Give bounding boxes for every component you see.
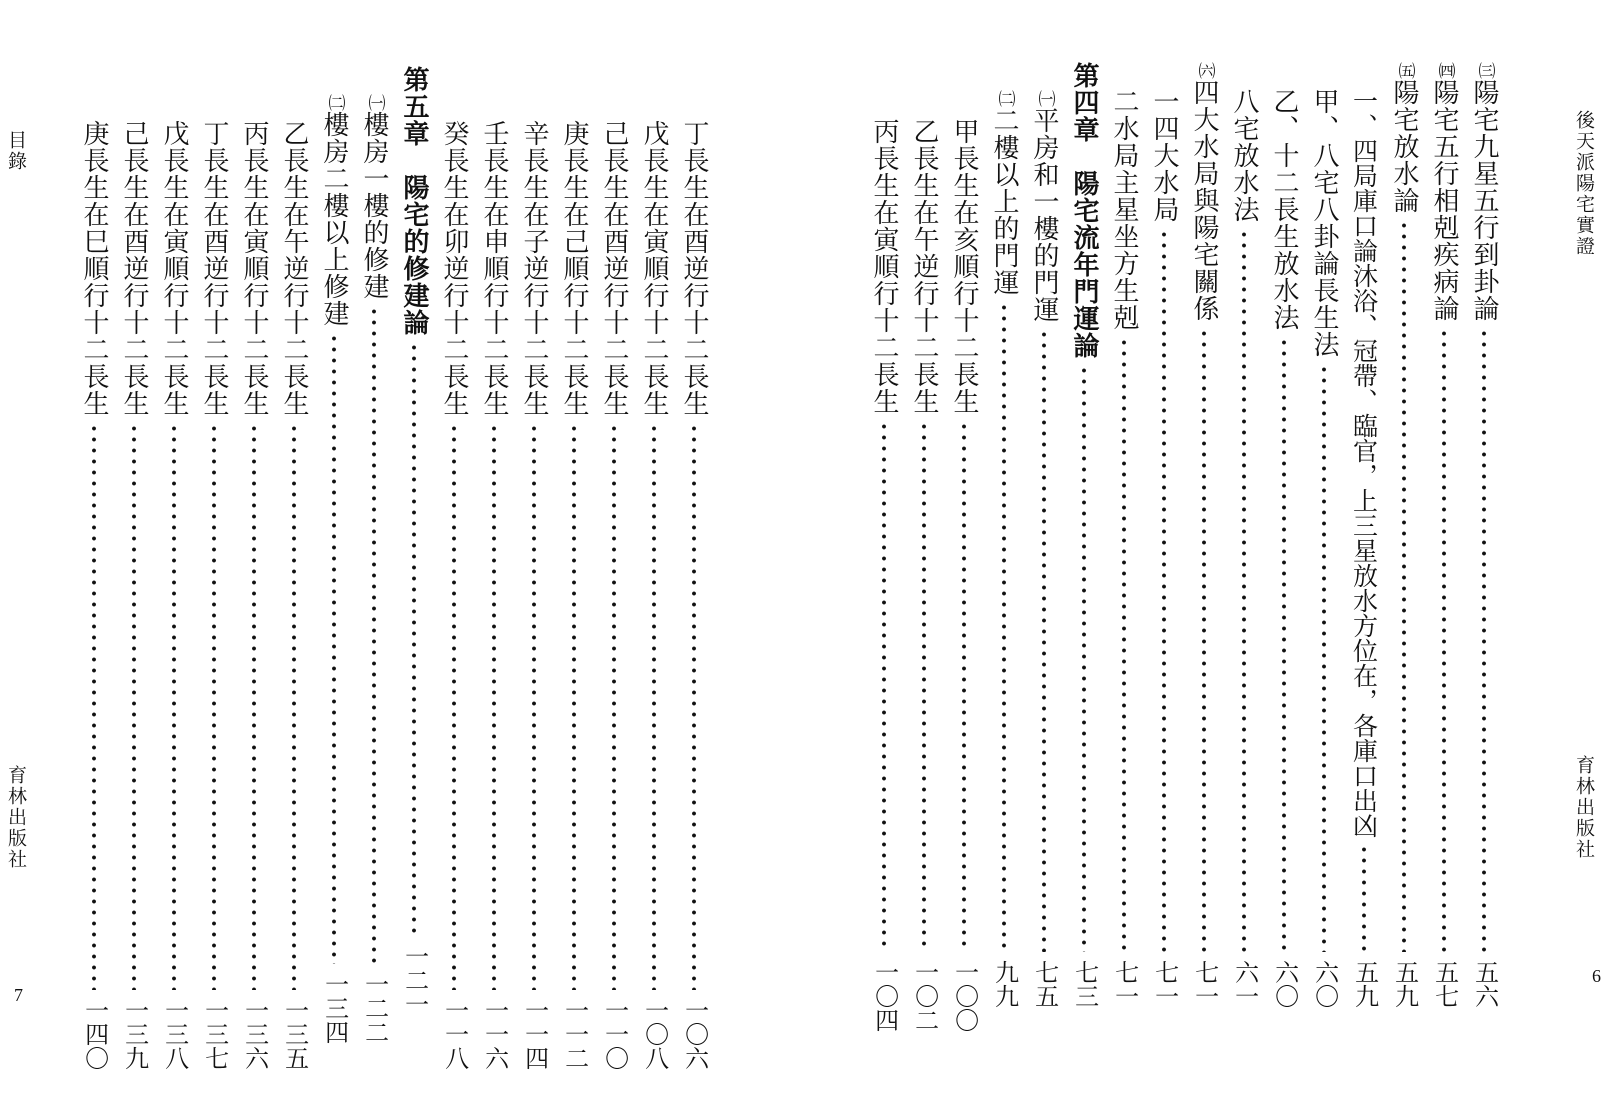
dot-leader	[1321, 364, 1327, 952]
toc-entry-title: 二樓以上的門運	[989, 107, 1019, 296]
toc-entry	[116, 120, 152, 1080]
toc-entry	[1346, 88, 1382, 1042]
right-page-number: 6	[1592, 966, 1601, 986]
dot-leader	[1281, 337, 1287, 952]
toc-entry-page: 一二二	[360, 972, 389, 1044]
toc-entry	[596, 120, 632, 1080]
toc-entry	[436, 120, 472, 1080]
toc-entry-marker: ㈢	[1474, 62, 1495, 79]
toc-entry-marker: ㈡	[324, 94, 345, 111]
toc-entry	[1306, 88, 1342, 1042]
dot-leader	[371, 306, 377, 964]
toc-entry-title: 平房和一樓的門運	[1029, 107, 1059, 323]
toc-entry	[1266, 88, 1302, 1042]
dot-leader	[411, 342, 417, 936]
dot-leader	[1161, 229, 1167, 952]
toc-entry-page: 六一	[1230, 960, 1259, 1008]
right-running-header: 後天派陽宅實證	[1573, 110, 1595, 257]
toc-entry-title: 陽宅九星五行到卦論	[1469, 79, 1499, 322]
dot-leader	[1201, 328, 1207, 952]
dot-leader	[1121, 337, 1127, 952]
toc-entry-title: 癸長生在卯逆行十二長生	[439, 120, 469, 417]
toc-entry-page: 九九	[990, 960, 1019, 1008]
toc-entry-marker: ㈣	[1434, 62, 1455, 79]
dot-leader	[1041, 329, 1047, 952]
toc-entry-marker: ㈡	[994, 90, 1015, 107]
toc-entry-page: 一三五	[280, 998, 309, 1070]
toc-entry-page: 七一	[1110, 960, 1139, 1008]
toc-entry-title: 辛長生在子逆行十二長生	[519, 120, 549, 417]
toc-entry-title: 甲、八宅八卦論長生法	[1309, 88, 1339, 358]
toc-entry-marker: ㈥	[1194, 62, 1215, 79]
dot-leader	[1481, 328, 1487, 952]
toc-entry	[156, 120, 192, 1080]
toc-entry-page: 一一〇	[600, 998, 629, 1070]
toc-entry	[1146, 88, 1182, 1042]
toc-entry-title: 陽宅放水論	[1389, 79, 1419, 214]
toc-entry-page: 七五	[1030, 960, 1059, 1008]
toc-entry	[946, 118, 982, 1042]
toc-entry-title: 四大水局與陽宅關係	[1189, 79, 1219, 322]
toc-entry-page: 一三九	[120, 998, 149, 1070]
toc-entry-title: 陽宅五行相剋疾病論	[1429, 79, 1459, 322]
toc-entry-page: 七一	[1150, 960, 1179, 1008]
toc-entry-marker: ㈠	[1034, 90, 1055, 107]
toc-entry	[476, 120, 512, 1080]
dot-leader	[211, 423, 217, 990]
toc-entry-page: 一三四	[320, 972, 349, 1044]
left-running-header: 目錄	[5, 130, 27, 172]
toc-entry-title: 乙、十二長生放水法	[1269, 88, 1299, 331]
dot-leader	[251, 423, 257, 990]
toc-entry	[276, 120, 312, 1080]
toc-entry	[676, 120, 712, 1080]
toc-entry-title: 樓房一樓的修建	[359, 111, 389, 300]
toc-entry-page: 五七	[1430, 960, 1459, 1008]
toc-entry-page: 七一	[1190, 960, 1219, 1008]
dot-leader	[531, 423, 537, 990]
toc-entry-page: 一一六	[480, 998, 509, 1070]
dot-leader	[1081, 365, 1087, 952]
toc-entry-page: 一一八	[440, 998, 469, 1070]
toc-entry-page: 五六	[1470, 960, 1499, 1008]
toc-entry-page: 五九	[1390, 960, 1419, 1008]
toc-entry-title: 甲長生在亥順行十二長生	[949, 118, 979, 415]
dot-leader	[171, 423, 177, 990]
dot-leader	[331, 333, 337, 964]
toc-chapter-heading	[396, 66, 432, 1026]
toc-entry-title: 一四大水局	[1149, 88, 1179, 223]
dot-leader	[291, 423, 297, 990]
toc-entry-page: 一三八	[160, 998, 189, 1070]
dot-leader	[611, 423, 617, 990]
toc-entry	[516, 120, 552, 1080]
toc-entry-title: 庚長生在己順行十二長生	[559, 120, 589, 417]
toc-entry-title: 乙長生在午逆行十二長生	[279, 120, 309, 417]
toc-entry-page: 一〇八	[640, 998, 669, 1070]
toc-entry-page: 一〇二	[910, 960, 939, 1032]
toc-entry-page: 一〇四	[870, 960, 899, 1032]
toc-entry	[1186, 62, 1222, 1042]
toc-entry	[636, 120, 672, 1080]
dot-leader	[1241, 229, 1247, 952]
dot-leader	[451, 423, 457, 990]
toc-entry-title: 樓房二樓以上修建	[319, 111, 349, 327]
toc-entry	[356, 94, 392, 1054]
left-publisher-footer: 育林出版社	[5, 765, 27, 870]
dot-leader	[691, 423, 697, 990]
toc-entry	[1026, 90, 1062, 1042]
toc-entry-page: 五九	[1350, 960, 1379, 1008]
toc-entry-page: 一三六	[240, 998, 269, 1070]
toc-entry-page: 一〇〇	[950, 960, 979, 1032]
toc-entry-title: 戊長生在寅順行十二長生	[639, 120, 669, 417]
toc-entry-page: 一一二	[560, 998, 589, 1070]
dot-leader	[1361, 844, 1367, 952]
toc-entry-title: 乙長生在午逆行十二長生	[909, 118, 939, 415]
dot-leader	[651, 423, 657, 990]
toc-entry-title: 戊長生在寅順行十二長生	[159, 120, 189, 417]
toc-entry-marker: ㈠	[364, 94, 385, 111]
dot-leader	[1401, 220, 1407, 952]
toc-entry-page: 一三七	[200, 998, 229, 1070]
dot-leader	[921, 421, 927, 952]
toc-entry-page: 一一四	[520, 998, 549, 1070]
toc-entry-title: 己長生在酉逆行十二長生	[119, 120, 149, 417]
left-page-number: 7	[14, 985, 23, 1005]
toc-entry-page: 一四〇	[80, 998, 109, 1070]
toc-entry-title: 第五章 陽宅的修建論	[399, 66, 429, 336]
toc-entry-title: 丁長生在酉逆行十二長生	[679, 120, 709, 417]
toc-entry-page: 六〇	[1310, 960, 1339, 1008]
toc-entry-page: 一〇六	[680, 998, 709, 1070]
toc-entry	[1226, 88, 1262, 1042]
dot-leader	[1441, 328, 1447, 952]
right-publisher-footer: 育林出版社	[1573, 755, 1595, 860]
dot-leader	[571, 423, 577, 990]
toc-entry-title: 二水局主星坐方生剋	[1109, 88, 1139, 331]
toc-entry-title: 壬長生在申順行十二長生	[479, 120, 509, 417]
toc-entry	[1106, 88, 1142, 1042]
toc-entry-title: 第四章 陽宅流年門運論	[1069, 62, 1099, 359]
toc-entry	[906, 118, 942, 1042]
dot-leader	[961, 421, 967, 952]
toc-entry-page: 一二一	[400, 944, 429, 1016]
toc-entry	[866, 118, 902, 1042]
toc-entry	[986, 90, 1022, 1042]
toc-entry	[196, 120, 232, 1080]
toc-entry	[1466, 62, 1502, 1042]
toc-entry-page: 七三	[1070, 960, 1099, 1008]
toc-entry	[316, 94, 352, 1054]
toc-entry	[76, 120, 112, 1080]
toc-entry-title: 丁長生在酉逆行十二長生	[199, 120, 229, 417]
dot-leader	[881, 421, 887, 952]
toc-entry-title: 己長生在酉逆行十二長生	[599, 120, 629, 417]
toc-entry	[1386, 62, 1422, 1042]
dot-leader	[91, 423, 97, 990]
toc-entry-page: 六〇	[1270, 960, 1299, 1008]
toc-entry-title: 一、四局庫口論沐浴、冠帶、臨官，上三星放水方位在，各庫口出凶	[1349, 88, 1379, 838]
toc-entry	[556, 120, 592, 1080]
toc-chapter-heading	[1066, 62, 1102, 1042]
toc-entry	[236, 120, 272, 1080]
toc-entry	[1426, 62, 1462, 1042]
toc-entry-title: 丙長生在寅順行十二長生	[869, 118, 899, 415]
toc-entry-title: 庚長生在巳順行十二長生	[79, 120, 109, 417]
dot-leader	[131, 423, 137, 990]
toc-entry-title: 八宅放水法	[1229, 88, 1259, 223]
dot-leader	[1001, 302, 1007, 952]
toc-entry-marker: ㈤	[1394, 62, 1415, 79]
dot-leader	[491, 423, 497, 990]
toc-entry-title: 丙長生在寅順行十二長生	[239, 120, 269, 417]
